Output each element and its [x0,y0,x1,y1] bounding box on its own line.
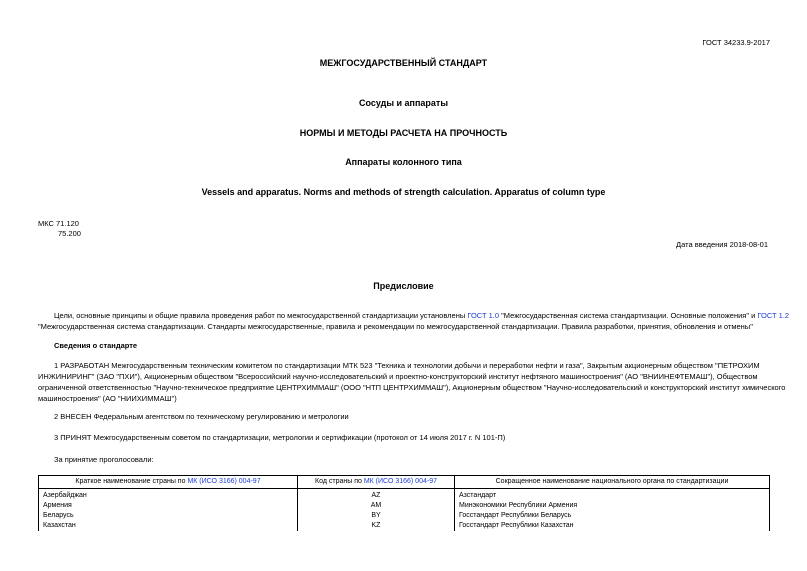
item1-line-1: 1 РАЗРАБОТАН Межгосударственным техническим комитетом по стандартизации МТК 523 "Техника и технологии добычи и переработки нефти и газа", Закрытым акционерным обществом "ПЕТРОХИМ [54,361,760,370]
title-line-2: НОРМЫ И МЕТОДЫ РАСЧЕТА НА ПРОЧНОСТЬ [299,128,508,138]
p1-line-2: "Межгосударственная система стандартизации. Стандарты межгосударственные, правила и рекомендации по межгосударственной стандартизации. Правила разработки, принятия, обновления и отмены" [38,322,753,331]
cell-country: Казахстан [39,521,298,531]
cell-body: Азстандарт [455,489,770,502]
table-row [39,489,770,502]
introduction-date: Дата введения 2018-08-01 [676,240,768,249]
cell-body: Минэкономики Республики Армения [455,501,770,511]
mks-code-second: 75.200 [58,229,81,238]
title-line-3: Аппараты колонного типа [345,157,462,167]
table-header-row [39,476,770,489]
header-country-code [298,476,455,489]
item-3-text: 3 ПРИНЯТ Межгосударственным советом по стандартизации, метрологии и сертификации (протокол от 14 июля 2017 г. N 101-П) [54,433,506,442]
cell-country: Беларусь [39,511,298,521]
table-row [39,521,770,531]
p1-text-a: Цели, основные принципы и общие правила проведения работ по межгосударственной стандартизации установлены [54,311,468,320]
foreword-heading: Предисловие [373,281,434,291]
gost-1-0-link[interactable]: ГОСТ 1.0 [467,311,500,320]
voting-countries-table [38,475,770,531]
table-row [39,511,770,521]
interstate-standard-heading: МЕЖГОСУДАРСТВЕННЫЙ СТАНДАРТ [319,58,488,68]
item1-line-3: ограниченной ответственностью "Научно-техническое предприятие ЦЕНТРХИММАШ" (ООО "НТП ЦЕНТРХИММАШ"), Акционерным обществом "Научно-исследовательский и конструкторский институт химического [38,383,786,392]
cell-code: KZ [298,521,455,531]
item1-line-2: ИНЖИНИРИНГ" (ЗАО "ПХИ"), Акционерным обществом "Всероссийский научно-исследовательский и проектно-конструкторский институт нефтяного машиностроения" (АО "ВНИИНЕФТЕМАШ"), Обществом [38,372,758,381]
mk-iso-link-col1[interactable]: МК (ИСО 3166) 004-97 [187,478,261,485]
header-country-name [39,476,298,489]
item-1-paragraph [38,360,786,404]
cell-country: Армения [39,501,298,511]
document-code: ГОСТ 34233.9-2017 [702,38,770,47]
title-line-1: Сосуды и аппараты [358,98,449,108]
cell-code: AM [298,501,455,511]
item1-line-4: машиностроения" (АО "НИИХИММАШ") [38,394,177,403]
item-2-text: 2 ВНЕСЕН Федеральным агентством по техническому регулированию и метрологии [54,412,349,421]
table-row [39,501,770,511]
cell-code: BY [298,511,455,521]
standard-info-heading: Сведения о стандарте [54,341,138,350]
cell-country: Азербайджан [39,489,298,502]
p1-text-b: "Межгосударственная система стандартизации. Основные положения" и [499,311,758,320]
mks-code: МКС 71.120 [38,219,79,228]
title-english: Vessels and apparatus. Norms and methods of strength calculation. Apparatus of column type [201,187,606,197]
gost-1-2-link[interactable]: ГОСТ 1.2 [757,311,790,320]
cell-body: Госстандарт Республики Беларусь [455,511,770,521]
header-code-prefix: Код страны по [315,478,364,485]
cell-code: AZ [298,489,455,502]
header-national-body: Сокращенное наименование национального органа по стандартизации [455,476,770,489]
cell-body: Госстандарт Республики Казахстан [455,521,770,531]
voted-label: За принятие проголосовали: [54,455,154,464]
foreword-paragraph-1 [38,310,790,332]
header-country-prefix: Краткое наименование страны по [75,478,188,485]
mk-iso-link-col2[interactable]: МК (ИСО 3166) 004-97 [363,478,437,485]
